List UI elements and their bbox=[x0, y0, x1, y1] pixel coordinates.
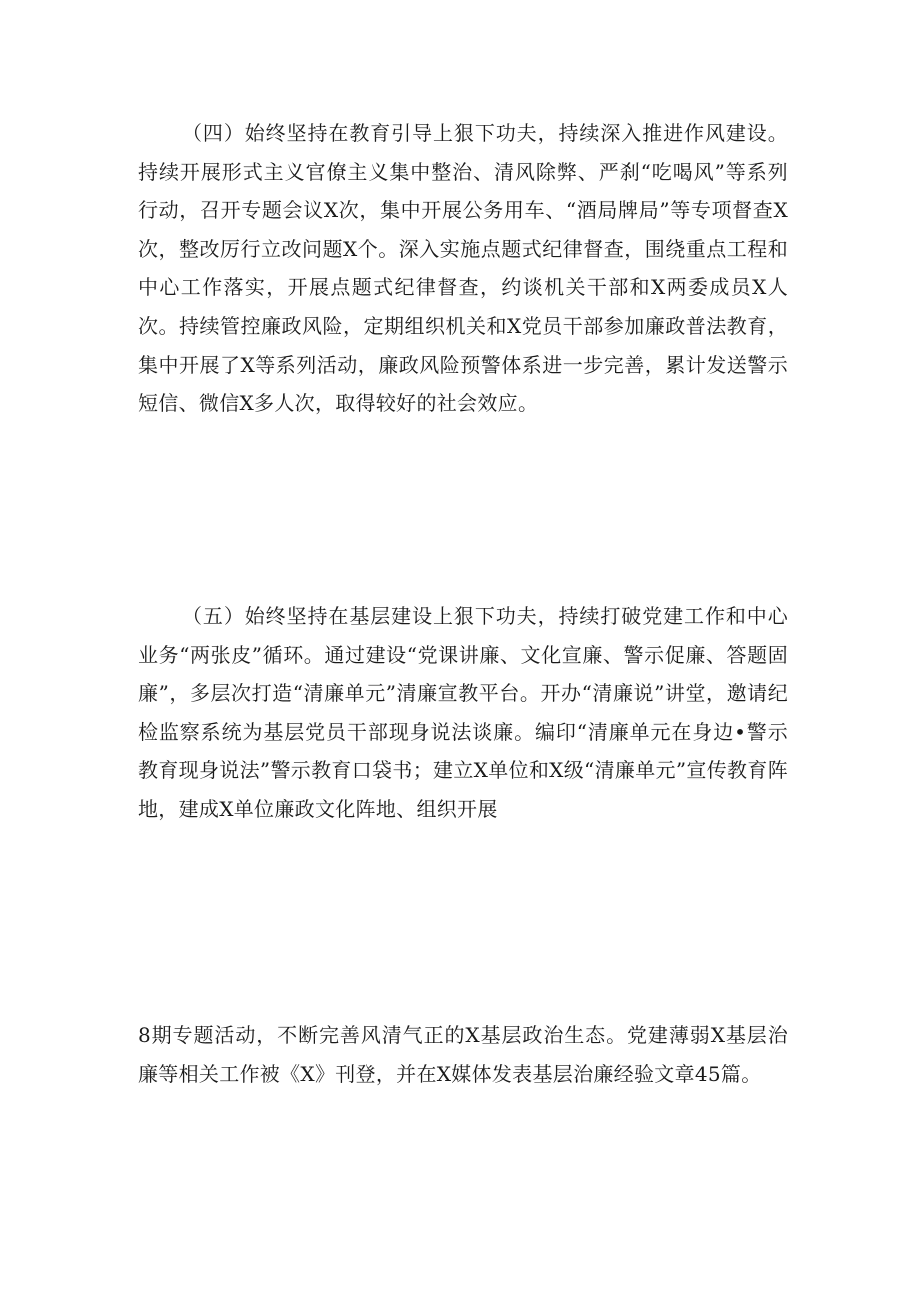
paragraph-section-five-continued: 8期专题活动，不断完善风清气正的X基层政治生态。党建薄弱X基层治廉等相关工作被《X》刊登，并在X媒体发表基层治廉经验文章45篇。 bbox=[138, 1023, 788, 1086]
paragraph-section-five: （五）始终坚持在基层建设上狠下功夫，持续打破党建工作和中心业务“两张皮”循环。通过建设“党课讲廉、文化宣廉、警示促廉、答题固廉”，多层次打造“清廉单元”清廉宣教平台。开办“清廉说”讲堂，邀请纪检监察系统为基层党员干部现身说法谈廉。编印“清廉单元在身边•警示教育现身说法”警示教育口袋书；建立X单位和X级“清廉单元”宣传教育阵地，建成X单位廉政文化阵地、组织开展 bbox=[138, 604, 788, 821]
paragraph-section-four: （四）始终坚持在教育引导上狠下功夫，持续深入推进作风建设。持续开展形式主义官僚主义集中整治、清风除弊、严刹“吃喝风”等系列行动，召开专题会议X次，集中开展公务用车、“酒局牌局”等专项督查X次，整改厉行立改问题X个。深入实施点题式纪律督查，围绕重点工程和中心工作落实，开展点题式纪律督查，约谈机关干部和X两委成员X人次。持续管控廉政风险，定期组织机关和X党员干部参加廉政普法教育，集中开展了X等系列活动，廉政风险预警体系进一步完善，累计发送警示短信、微信X多人次，取得较好的社会效应。 bbox=[138, 121, 788, 416]
